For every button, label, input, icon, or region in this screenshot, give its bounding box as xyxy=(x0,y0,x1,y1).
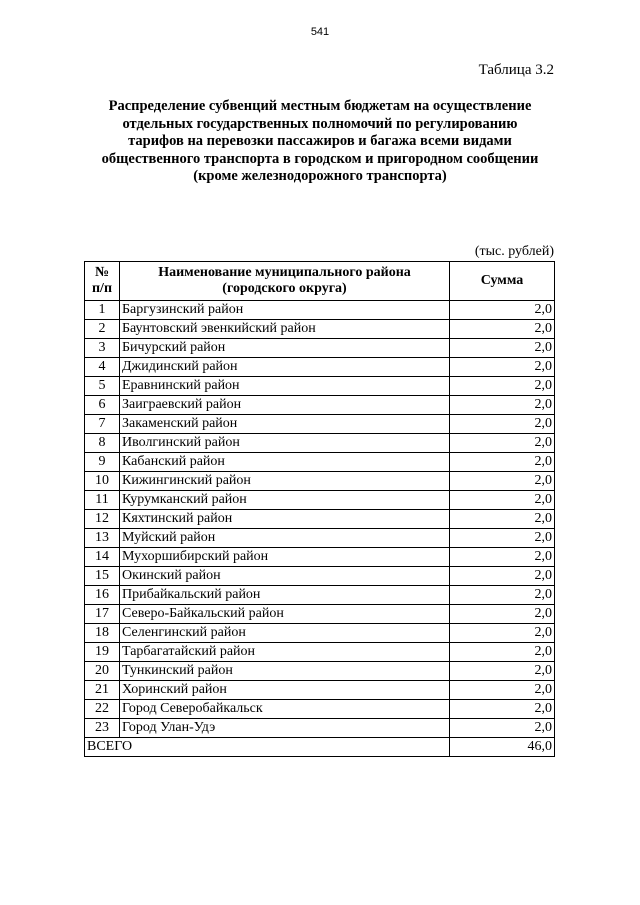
table-row xyxy=(85,548,555,567)
row-sum: 2,0 xyxy=(450,434,555,453)
header-name xyxy=(120,262,450,301)
total-row xyxy=(85,738,555,757)
row-sum: 2,0 xyxy=(450,415,555,434)
row-number: 9 xyxy=(85,453,120,472)
table-row xyxy=(85,339,555,358)
row-district-name: Курумканский район xyxy=(120,491,450,510)
table-row xyxy=(85,719,555,738)
row-sum: 2,0 xyxy=(450,662,555,681)
row-number: 20 xyxy=(85,662,120,681)
row-number: 3 xyxy=(85,339,120,358)
row-sum: 2,0 xyxy=(450,472,555,491)
row-number: 1 xyxy=(85,301,120,320)
table-row xyxy=(85,605,555,624)
row-district-name: Хоринский район xyxy=(120,681,450,700)
row-sum: 2,0 xyxy=(450,681,555,700)
title-line: общественного транспорта в городском и пригородном сообщении xyxy=(101,150,539,167)
table-reference: Таблица 3.2 xyxy=(478,62,554,78)
table-row xyxy=(85,491,555,510)
row-district-name: Тарбагатайский район xyxy=(120,643,450,662)
row-sum: 2,0 xyxy=(450,624,555,643)
row-district-name: Кяхтинский район xyxy=(120,510,450,529)
row-number: 17 xyxy=(85,605,120,624)
row-sum: 2,0 xyxy=(450,529,555,548)
row-district-name: Мухоршибирский район xyxy=(120,548,450,567)
header-number xyxy=(85,262,120,301)
row-number: 7 xyxy=(85,415,120,434)
document-title xyxy=(80,98,560,186)
header-number-line2: п/п xyxy=(91,281,113,296)
allocation-table xyxy=(84,261,555,757)
row-district-name: Селенгинский район xyxy=(120,624,450,643)
table-row xyxy=(85,377,555,396)
table-row xyxy=(85,434,555,453)
title-line: (кроме железнодорожного транспорта) xyxy=(193,168,447,184)
total-sum: 46,0 xyxy=(450,738,555,757)
row-sum: 2,0 xyxy=(450,377,555,396)
row-sum: 2,0 xyxy=(450,339,555,358)
table-row xyxy=(85,643,555,662)
table-row xyxy=(85,396,555,415)
table-body xyxy=(85,301,555,738)
row-number: 11 xyxy=(85,491,120,510)
row-sum: 2,0 xyxy=(450,586,555,605)
row-sum: 2,0 xyxy=(450,301,555,320)
row-sum: 2,0 xyxy=(450,510,555,529)
row-district-name: Город Северобайкальск xyxy=(120,700,450,719)
header-name-line2: (городского округа) xyxy=(222,281,347,296)
row-district-name: Прибайкальский район xyxy=(120,586,450,605)
header-sum: Сумма xyxy=(450,262,555,301)
row-district-name: Заиграевский район xyxy=(120,396,450,415)
row-sum: 2,0 xyxy=(450,700,555,719)
units-label: (тыс. рублей) xyxy=(474,244,554,259)
title-line: Распределение субвенций местным бюджетам на осуществление xyxy=(108,98,532,114)
row-sum: 2,0 xyxy=(450,567,555,586)
table-row xyxy=(85,320,555,339)
row-district-name: Джидинский район xyxy=(120,358,450,377)
page-number: 541 xyxy=(310,26,330,38)
row-district-name: Иволгинский район xyxy=(120,434,450,453)
row-number: 10 xyxy=(85,472,120,491)
row-district-name: Еравнинский район xyxy=(120,377,450,396)
row-number: 14 xyxy=(85,548,120,567)
row-number: 6 xyxy=(85,396,120,415)
table-header-row xyxy=(85,262,555,301)
row-district-name: Северо-Байкальский район xyxy=(120,605,450,624)
row-district-name: Закаменский район xyxy=(120,415,450,434)
table-row xyxy=(85,415,555,434)
row-number: 2 xyxy=(85,320,120,339)
row-sum: 2,0 xyxy=(450,491,555,510)
row-sum: 2,0 xyxy=(450,605,555,624)
row-number: 23 xyxy=(85,719,120,738)
table-row xyxy=(85,681,555,700)
total-label: ВСЕГО xyxy=(85,738,450,757)
table-row xyxy=(85,510,555,529)
row-district-name: Кижингинский район xyxy=(120,472,450,491)
row-district-name: Город Улан-Удэ xyxy=(120,719,450,738)
table-row xyxy=(85,624,555,643)
row-number: 13 xyxy=(85,529,120,548)
row-district-name: Кабанский район xyxy=(120,453,450,472)
row-sum: 2,0 xyxy=(450,396,555,415)
table-row xyxy=(85,453,555,472)
row-number: 8 xyxy=(85,434,120,453)
header-name-line1: Наименование муниципального района xyxy=(158,265,411,280)
table-row xyxy=(85,662,555,681)
row-number: 18 xyxy=(85,624,120,643)
row-district-name: Баргузинский район xyxy=(120,301,450,320)
title-line: тарифов на перевозки пассажиров и багажа всеми видами xyxy=(128,133,512,149)
header-number-line1: № xyxy=(94,265,110,280)
row-number: 19 xyxy=(85,643,120,662)
table-row xyxy=(85,700,555,719)
row-number: 4 xyxy=(85,358,120,377)
row-number: 16 xyxy=(85,586,120,605)
row-sum: 2,0 xyxy=(450,643,555,662)
row-number: 15 xyxy=(85,567,120,586)
row-sum: 2,0 xyxy=(450,548,555,567)
table-row xyxy=(85,472,555,491)
table-row xyxy=(85,586,555,605)
row-number: 22 xyxy=(85,700,120,719)
row-district-name: Окинский район xyxy=(120,567,450,586)
table-row xyxy=(85,529,555,548)
row-sum: 2,0 xyxy=(450,320,555,339)
row-sum: 2,0 xyxy=(450,453,555,472)
row-number: 12 xyxy=(85,510,120,529)
table-row xyxy=(85,567,555,586)
row-district-name: Бичурский район xyxy=(120,339,450,358)
row-district-name: Муйский район xyxy=(120,529,450,548)
row-number: 21 xyxy=(85,681,120,700)
table-row xyxy=(85,301,555,320)
row-sum: 2,0 xyxy=(450,719,555,738)
title-line: отдельных государственных полномочий по регулированию xyxy=(122,115,518,132)
row-district-name: Тункинский район xyxy=(120,662,450,681)
table-row xyxy=(85,358,555,377)
row-sum: 2,0 xyxy=(450,358,555,377)
row-district-name: Баунтовский эвенкийский район xyxy=(120,320,450,339)
row-number: 5 xyxy=(85,377,120,396)
